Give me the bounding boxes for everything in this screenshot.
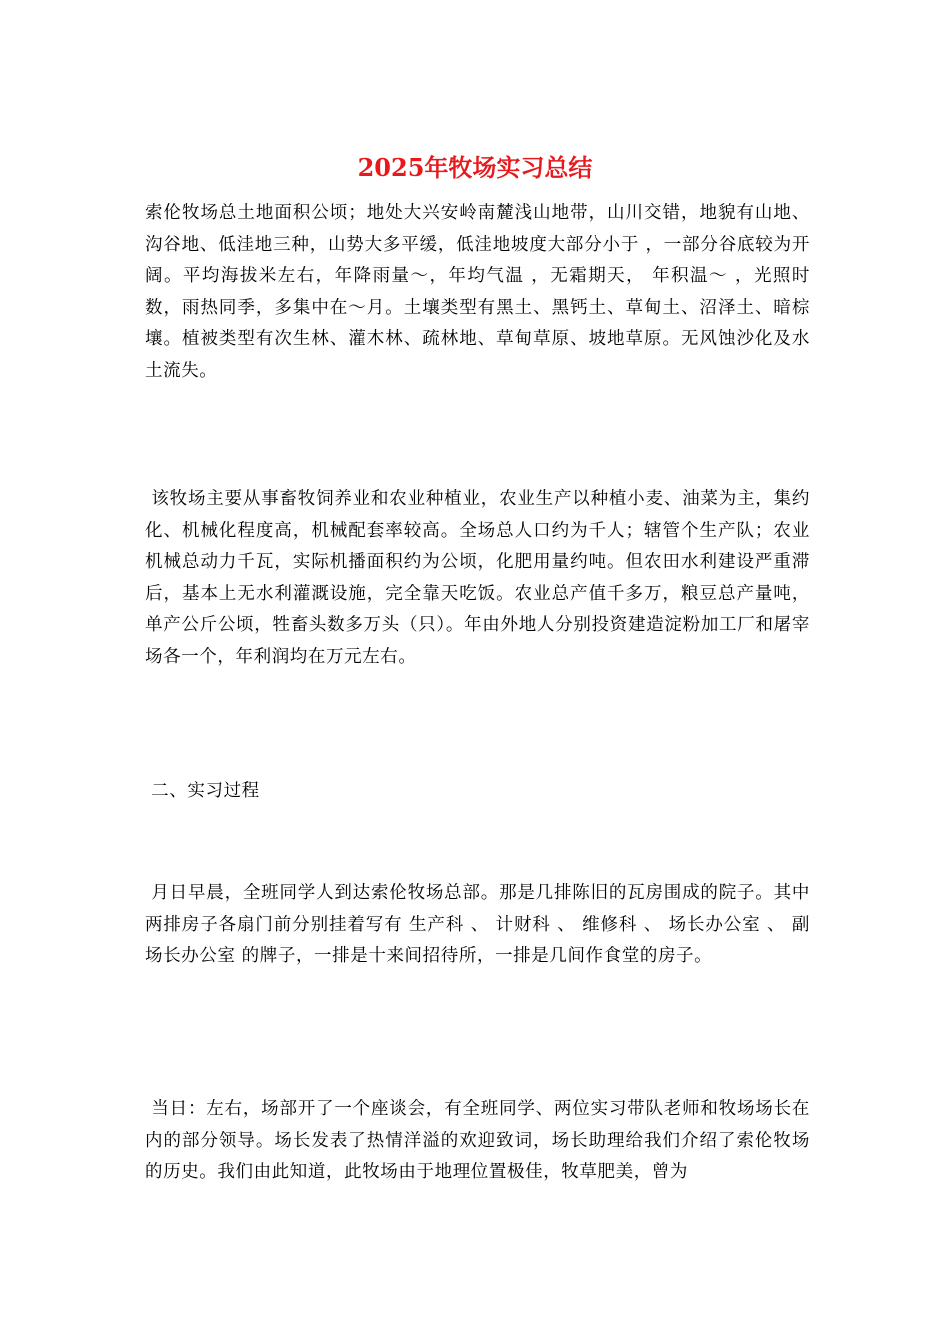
document-title: 2025年牧场实习总结 [357, 153, 593, 182]
paragraph-arrival: 月日早晨，全班同学人到达索伦牧场总部。那是几排陈旧的瓦房围成的院子。其中两排房子各扇门前分别挂着写有 生产科 、 计财科 、 维修科 、 场长办公室 、 副场长办公室 的牌子，一排是十来间招待所，一排是几间作食堂的房子。 [145, 883, 810, 966]
paragraph-meeting: 当日：左右，场部开了一个座谈会，有全班同学、两位实习带队老师和牧场场长在内的部分领导。场长发表了热情洋溢的欢迎致词，场长助理给我们介绍了索伦牧场的历史。我们由此知道，此牧场由于地理位置极佳，牧草肥美，曾为 [145, 1099, 810, 1182]
section-heading-internship-process: 二、实习过程 [145, 781, 260, 801]
paragraph-farm-economy: 该牧场主要从事畜牧饲养业和农业种植业，农业生产以种植小麦、油菜为主，集约化、机械化程度高，机械配套率较高。全场总人口约为千人；辖管个生产队；农业机械总动力千瓦，实际机播面积约为公顷，化肥用量约吨。但农田水利建设严重滞后，基本上无水利灌溉设施，完全靠天吃饭。农业总产值千多万，粮豆总产量吨，单产公斤公顷，牲畜头数多万头（只）。年由外地人分别投资建造淀粉加工厂和屠宰场各一个，年利润均在万元左右。 [145, 489, 810, 667]
paragraph-land-overview: 索伦牧场总土地面积公顷；地处大兴安岭南麓浅山地带，山川交错，地貌有山地、沟谷地、低洼地三种，山势大多平缓，低洼地坡度大部分小于 ，一部分谷底较为开阔。平均海拔米左右，年降雨量～，年均气温 ，无霜期天， 年积温～ ，光照时数，雨热同季，多集中在～月。土壤类型有黑土、黑钙土、草甸土、沼泽土、暗棕壤。植被类型有次生林、灌木林、疏林地、草甸草原、坡地草原。无风蚀沙化及水土流失。 [145, 203, 810, 381]
